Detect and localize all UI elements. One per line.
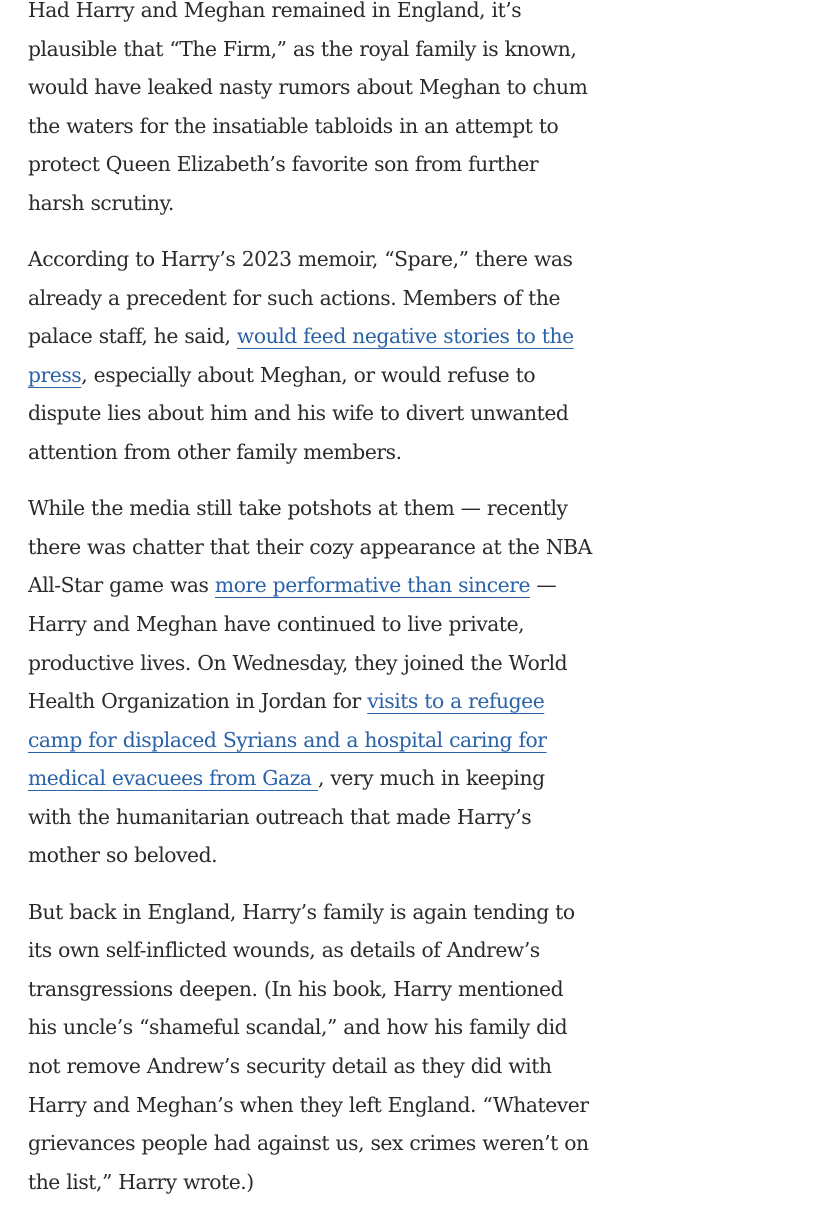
text-segment: already a precedent for such actions. Members of the — [28, 285, 561, 310]
text-line — [28, 721, 588, 760]
text-line — [28, 759, 588, 798]
text-line — [28, 145, 588, 184]
paragraph-1 — [28, 0, 588, 223]
text-line — [28, 68, 588, 107]
inline-link[interactable]: camp for displaced Syrians and a hospital caring for — [28, 727, 547, 752]
text-segment: Harry and Meghan have continued to live private, — [28, 611, 525, 636]
text-line — [28, 644, 588, 683]
text-segment: According to Harry’s 2023 memoir, “Spare,” there was — [28, 247, 573, 272]
text-segment: its own self-inflicted wounds, as details of Andrew’s — [28, 938, 540, 963]
text-segment: the waters for the insatiable tabloids in an attempt to — [28, 113, 559, 138]
text-segment: transgressions deepen. (In his book, Harry mentioned — [28, 976, 564, 1001]
text-segment: palace staff, he said, — [28, 324, 237, 349]
paragraph-4 — [28, 893, 588, 1202]
text-line — [28, 279, 588, 318]
text-segment: there was chatter that their cozy appearance at the NBA — [28, 534, 592, 559]
text-segment: Had Harry and Meghan remained in England, it’s — [28, 0, 522, 22]
text-segment: with the humanitarian outreach that made Harry’s — [28, 804, 532, 829]
text-line — [28, 970, 588, 1009]
article-body — [28, 0, 592, 1219]
text-line — [28, 1124, 588, 1163]
text-line — [28, 356, 588, 395]
text-segment: not remove Andrew’s security detail as they did with — [28, 1053, 552, 1078]
text-segment: would have leaked nasty rumors about Meghan to chum — [28, 75, 588, 100]
text-line — [28, 528, 592, 567]
text-segment: attention from other family members. — [28, 440, 402, 465]
text-line — [28, 30, 588, 69]
inline-link[interactable]: press — [28, 362, 82, 387]
inline-link[interactable]: visits to a refugee — [367, 689, 545, 714]
text-segment: But back in England, Harry’s family is again tending to — [28, 899, 575, 924]
text-line — [28, 798, 588, 837]
text-segment: the list,” Harry wrote.) — [28, 1169, 254, 1194]
text-line — [28, 184, 588, 223]
text-line — [28, 1086, 588, 1125]
text-line — [28, 433, 588, 472]
text-line — [28, 1163, 588, 1202]
text-segment: , very much in keeping — [317, 766, 545, 791]
text-segment: dispute lies about him and his wife to divert unwanted — [28, 401, 569, 426]
paragraph-2 — [28, 240, 588, 472]
paragraph-3 — [28, 489, 592, 875]
text-line — [28, 836, 588, 875]
text-line — [28, 489, 588, 528]
text-segment: mother so beloved. — [28, 843, 218, 868]
inline-link[interactable]: more performative than sincere — [214, 573, 530, 598]
text-line — [28, 317, 588, 356]
text-line — [28, 107, 588, 146]
inline-link[interactable]: would feed negative stories to the — [236, 324, 574, 349]
text-segment: his uncle’s “shameful scandal,” and how his family did — [28, 1015, 568, 1040]
text-segment: Harry and Meghan’s when they left England. “Whatever — [28, 1092, 589, 1117]
text-line — [28, 240, 588, 279]
text-segment: — — [530, 573, 557, 598]
text-segment: grievances people had against us, sex crimes weren’t on — [28, 1131, 589, 1156]
text-segment: productive lives. On Wednesday, they joined the World — [28, 650, 568, 675]
text-segment: All-Star game was — [28, 573, 215, 598]
text-segment: plausible that “The Firm,” as the royal family is known, — [28, 36, 577, 61]
text-line — [28, 605, 588, 644]
text-line — [28, 566, 588, 605]
text-line — [28, 1047, 588, 1086]
text-line — [28, 931, 588, 970]
text-segment: harsh scrutiny. — [28, 190, 174, 215]
text-segment: , especially about Meghan, or would refuse to — [81, 362, 536, 387]
text-line — [28, 394, 588, 433]
text-line — [28, 1008, 588, 1047]
text-segment: Health Organization in Jordan for — [28, 689, 368, 714]
text-segment: protect Queen Elizabeth’s favorite son from further — [28, 152, 539, 177]
text-line — [28, 682, 588, 721]
inline-link[interactable]: medical evacuees from Gaza — [28, 766, 318, 791]
text-segment: While the media still take potshots at them — recently — [28, 496, 568, 521]
text-line — [28, 0, 588, 30]
text-line — [28, 893, 588, 932]
